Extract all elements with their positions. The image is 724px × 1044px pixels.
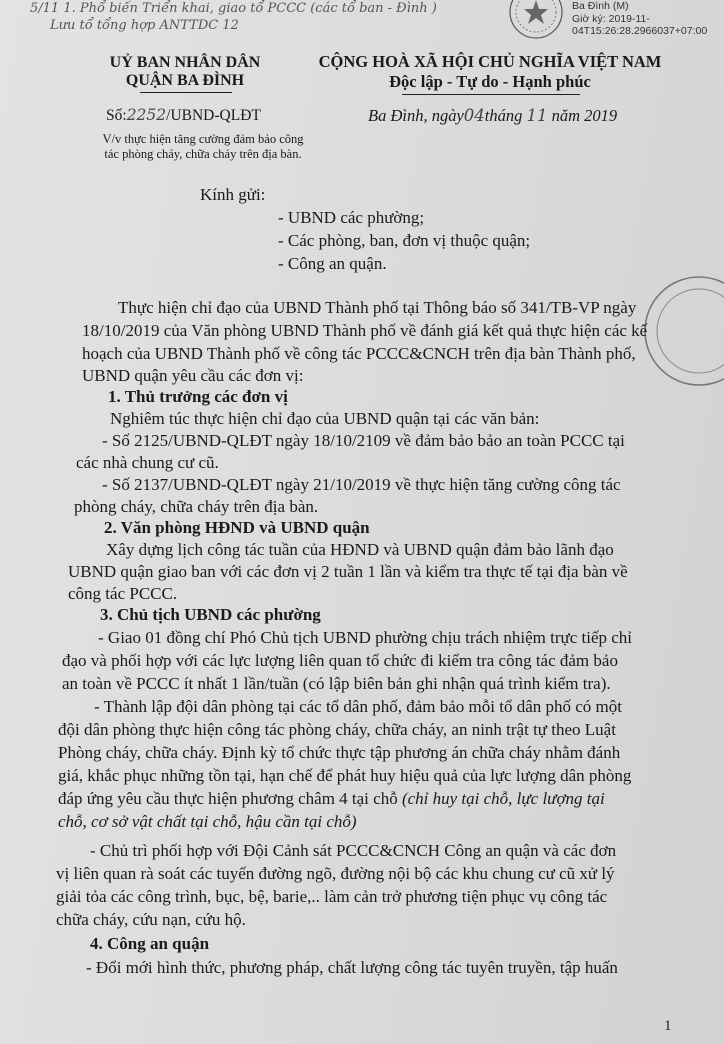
section-1-line-2: - Số 2125/UBND-QLĐT ngày 18/10/2109 về đảm bảo bảo an toàn PCCC tại xyxy=(102,431,625,450)
date-place: Ba Đình, ngày xyxy=(368,106,464,125)
doc-number-suffix: /UBND-QLĐT xyxy=(166,107,261,124)
date-month: 11 xyxy=(526,106,548,125)
signature-line-3: 04T15:26:28.2966037+07:00 xyxy=(572,25,708,37)
doc-number-handwritten: 2252 xyxy=(126,106,167,124)
intro-line-3: hoạch của UBND Thành phố về công tác PCCC&CNCH trên địa bàn Thành phố, xyxy=(82,344,636,363)
section-3-p2-line-3: Phòng cháy, chữa cháy. Định kỳ tổ chức thực tập phương án chữa cháy nhằm đánh xyxy=(58,743,621,762)
section-3-p1-line-1: - Giao 01 đồng chí Phó Chủ tịch UBND phường chịu trách nhiệm trực tiếp chỉ xyxy=(98,628,633,647)
section-1-line-3: các nhà chung cư cũ. xyxy=(76,453,219,472)
date-year: năm 2019 xyxy=(551,106,618,125)
issuer-line-2: QUẬN BA ĐÌNH xyxy=(125,72,245,89)
section-3-p3-line-1: - Chủ trì phối hợp với Đội Cảnh sát PCCC&CNCH Công an quận và các đơn xyxy=(90,841,617,860)
date-day: 04 xyxy=(463,106,485,125)
intro-line-1: Thực hiện chỉ đạo của UBND Thành phố tại Thông báo số 341/TB-VP ngày xyxy=(118,298,637,317)
section-3-p2-line-5-plain: đáp ứng yêu cầu thực hiện phương châm 4 tại chỗ xyxy=(58,789,402,808)
addressee-2: - Các phòng, ban, đơn vị thuộc quận; xyxy=(278,231,531,250)
section-4-heading: 4. Công an quận xyxy=(90,934,210,953)
section-2-heading: 2. Văn phòng HĐND và UBND quận xyxy=(104,518,370,537)
digital-signature-block xyxy=(572,0,707,38)
national-header xyxy=(304,52,676,92)
greeting: Kính gửi: xyxy=(200,185,266,204)
addressee-3: - Công an quận. xyxy=(278,254,387,273)
section-3-p3-line-2: vị liên quan rà soát các tuyến đường ngõ, đường nội bộ các khu chung cư cũ xử lý xyxy=(56,864,615,883)
document-subject xyxy=(88,132,318,162)
section-2-line-3: công tác PCCC. xyxy=(68,584,178,603)
section-3-p2-line-1: - Thành lập đội dân phòng tại các tổ dân phố, đảm bảo mỗi tổ dân phố có một xyxy=(94,697,622,716)
section-1-heading: 1. Thủ trưởng các đơn vị xyxy=(108,387,288,406)
signature-line-1: Ba Đình (M) xyxy=(572,0,629,12)
signature-line-2: Giờ ký: 2019-11- xyxy=(572,12,650,25)
section-3-p2-line-6: chỗ, cơ sở vật chất tại chỗ, hậu cần tại chỗ) xyxy=(58,812,357,831)
section-3-p1-line-2: đạo và phối hợp với các lực lượng liên quan tổ chức đi kiểm tra công tác đảm bảo xyxy=(62,651,618,670)
section-3-p3-line-3: giải tỏa các công trình, bục, bệ, barie,.. làm cản trở phương tiện phục vụ công tác xyxy=(56,887,608,906)
margin-note-line-1: 5/11 1. Phổ biến Triển khai, giao tổ PCCC (các tổ ban - Đình ) xyxy=(30,1,437,16)
approval-stamp-icon xyxy=(640,272,724,390)
intro-line-4: UBND quận yêu cầu các đơn vị: xyxy=(82,366,304,385)
nation-title: CỘNG HOÀ XÃ HỘI CHỦ NGHĨA VIỆT NAM xyxy=(318,52,662,71)
issuer-line-1: UỶ BAN NHÂN DÂN xyxy=(109,54,261,71)
section-1-line-1: Nghiêm túc thực hiện chỉ đạo của UBND quận tại các văn bản: xyxy=(110,409,540,428)
nation-motto: Độc lập - Tự do - Hạnh phúc xyxy=(389,72,591,91)
intro-line-2: 18/10/2019 của Văn phòng UBND Thành phố về đánh giá kết quả thực hiện các kế xyxy=(82,321,648,340)
national-emblem-seal-icon xyxy=(508,0,564,40)
section-3-heading: 3. Chủ tịch UBND các phường xyxy=(100,605,321,624)
section-2-line-1: Xây dựng lịch công tác tuần của HĐND và UBND quận đảm bảo lãnh đạo xyxy=(106,540,614,559)
date-month-label: tháng xyxy=(484,106,523,125)
doc-number-prefix: Số: xyxy=(106,107,127,124)
place-and-date xyxy=(368,106,617,126)
section-3-p2-line-5 xyxy=(58,788,605,811)
section-3-p2-line-2: đội dân phòng thực hiện công tác phòng cháy, chữa cháy, an ninh trật tự theo Luật xyxy=(58,720,616,739)
section-1-line-4: - Số 2137/UBND-QLĐT ngày 21/10/2019 về thực hiện tăng cường công tác xyxy=(102,475,621,494)
addressee-1: - UBND các phường; xyxy=(278,208,425,227)
motto-underline xyxy=(402,94,580,95)
section-3-p2-line-5-italic: (chỉ huy tại chỗ, lực lượng tại xyxy=(401,789,605,808)
subject-line-2: tác phòng cháy, chữa cháy trên địa bàn. xyxy=(104,147,302,161)
section-3-p2-line-4: giá, khắc phục những tồn tại, hạn chế để phát huy hiệu quả của lực lượng dân phòng xyxy=(58,766,632,785)
section-3-p3-line-4: chữa cháy, cứu nạn, cứu hộ. xyxy=(56,910,246,929)
section-2-line-2: UBND quận giao ban với các đơn vị 2 tuần 1 lần và kiểm tra thực tế tại địa bàn về xyxy=(68,562,628,581)
handwritten-margin-note xyxy=(30,0,437,34)
section-3-p1-line-3: an toàn về PCCC ít nhất 1 lần/tuần (có lập biên bản ghi nhận quá trình kiểm tra). xyxy=(62,674,611,693)
page-number: 1 xyxy=(664,1018,672,1034)
subject-line-1: V/v thực hiện tăng cường đảm bảo công xyxy=(102,132,304,146)
margin-note-line-2: Lưu tổ tổng hợp ANTTDC 12 xyxy=(50,18,239,33)
section-4-line-1: - Đổi mới hình thức, phương pháp, chất lượng công tác tuyên truyền, tập huấn xyxy=(86,958,618,977)
section-1-line-5: phòng cháy, chữa cháy trên địa bàn. xyxy=(74,497,319,516)
document-number xyxy=(106,106,261,125)
issuer-name xyxy=(92,54,278,90)
issuer-underline xyxy=(140,92,232,93)
